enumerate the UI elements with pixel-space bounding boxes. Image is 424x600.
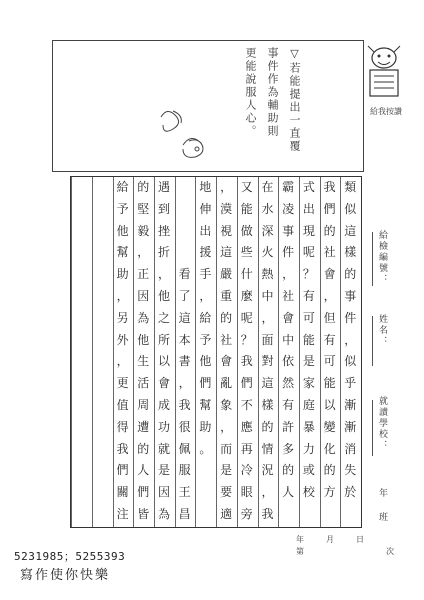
grid-cell — [92, 504, 112, 526]
grid-cell: 樣 — [344, 245, 357, 260]
grid-cell: 亂 — [220, 376, 233, 391]
grid-cell: 這 — [344, 223, 357, 238]
grid-cell: 再 — [240, 441, 253, 456]
grid-cell: ， — [220, 419, 233, 434]
grid-cell: 幫 — [199, 398, 212, 412]
grid-cell: 的 — [282, 463, 295, 478]
grid-cell — [175, 199, 195, 221]
grid-cell — [71, 264, 91, 286]
grid-cell: 旁 — [240, 507, 253, 521]
grid-cell: 看 — [178, 267, 191, 282]
grid-cell: 暴 — [302, 419, 315, 434]
grid-cell: 庭 — [302, 398, 315, 412]
grid-cell — [92, 373, 112, 395]
grid-cell: 們 — [323, 201, 336, 216]
grid-column — [71, 177, 91, 527]
grid-cell: 更 — [116, 376, 129, 391]
grid-cell: 外 — [116, 332, 129, 347]
grid-cell: 樣 — [261, 398, 274, 412]
grid-cell — [71, 330, 91, 352]
grid-cell: 依 — [282, 354, 295, 369]
grid-cell: 漠 — [220, 201, 233, 216]
grid-cell — [71, 504, 91, 526]
grid-cell: 重 — [220, 289, 233, 303]
grid-cell: 社 — [282, 289, 295, 303]
grid-cell: 。 — [199, 441, 212, 456]
grid-cell: 能 — [323, 376, 336, 391]
grid-cell: 的 — [137, 441, 150, 456]
grid-cell: 助 — [199, 419, 212, 434]
grid-cell: 化 — [323, 441, 336, 456]
grid-cell: ， — [323, 289, 336, 303]
grid-cell: 嚴 — [220, 267, 233, 282]
grid-cell — [92, 351, 112, 373]
grid-cell: 會 — [157, 376, 170, 391]
grid-cell: 會 — [282, 310, 295, 325]
grid-cell: 予 — [199, 332, 212, 347]
grid-cell — [92, 395, 112, 417]
grid-cell — [92, 221, 112, 243]
grid-cell — [71, 482, 91, 504]
grid-cell: 冷 — [240, 463, 253, 478]
grid-cell: 手 — [199, 267, 212, 282]
grid-cell: 的 — [323, 463, 336, 478]
grid-cell: 是 — [157, 463, 170, 478]
grid-cell: 會 — [220, 354, 233, 369]
grid-cell: 可 — [323, 354, 336, 369]
grid-cell: 我 — [323, 180, 336, 194]
grid-cell: 熱 — [261, 267, 274, 282]
grid-cell: 呢 — [302, 245, 315, 260]
grid-cell: 折 — [157, 245, 170, 260]
grid-cell: 然 — [282, 376, 295, 391]
grid-cell: 漸 — [344, 419, 357, 434]
grid-cell: 力 — [302, 441, 315, 456]
grid-cell: 火 — [261, 245, 274, 260]
page-suffix: 次 — [386, 547, 394, 556]
grid-cell: 又 — [240, 180, 253, 194]
grid-cell: 的 — [323, 223, 336, 238]
name-label: 姓名： — [377, 314, 387, 347]
grid-cell: 件 — [344, 310, 357, 325]
grid-cell: 件 — [282, 245, 295, 260]
grid-column — [299, 177, 319, 527]
grid-cell: 成 — [157, 398, 170, 412]
grade-number-label: 給檢編號： — [377, 230, 387, 285]
grid-cell: 消 — [344, 441, 357, 456]
grid-cell: 於 — [344, 485, 357, 500]
grid-cell — [71, 199, 91, 221]
grid-cell: 乎 — [344, 376, 357, 391]
grid-cell: 他 — [116, 223, 129, 238]
grid-cell: 會 — [323, 267, 336, 282]
grid-cell — [71, 242, 91, 264]
grid-cell — [71, 417, 91, 439]
grid-cell: 況 — [261, 463, 274, 478]
grid-cell: 能 — [302, 332, 315, 347]
grid-cell: ， — [116, 289, 129, 303]
school-label: 就讀學校： — [377, 396, 387, 451]
grid-cell: 到 — [157, 201, 170, 216]
grid-cell: 地 — [199, 180, 212, 194]
grid-cell: 生 — [137, 354, 150, 369]
grid-cell — [299, 504, 319, 526]
grid-cell: ？ — [302, 267, 315, 282]
stamp-label: 給我按讚 — [370, 107, 402, 116]
grid-column — [154, 177, 174, 527]
grid-cell: ， — [344, 332, 357, 347]
grid-cell: 援 — [199, 245, 212, 260]
grid-cell: 應 — [240, 419, 253, 434]
grid-cell: 以 — [157, 354, 170, 369]
grid-cell: 方 — [323, 485, 336, 500]
grid-cell: 為 — [137, 310, 150, 325]
grid-cell — [71, 308, 91, 330]
date-year: 年 — [296, 535, 304, 544]
grid-cell: 呢 — [240, 310, 253, 325]
grid-cell — [71, 351, 91, 373]
grid-cell: 很 — [178, 419, 191, 434]
grid-cell: 眼 — [240, 485, 253, 500]
date-month: 月 — [326, 535, 334, 544]
grid-cell: 值 — [116, 398, 129, 412]
grid-cell: 這 — [261, 376, 274, 391]
grid-cell — [71, 439, 91, 461]
grid-cell: 我 — [261, 507, 274, 521]
grid-cell: 麼 — [240, 289, 253, 303]
comment-line-2: 事件作為輔助則 — [266, 47, 279, 138]
grid-cell: 遇 — [157, 180, 170, 194]
name-line — [372, 316, 373, 366]
grid-cell: 給 — [199, 310, 212, 325]
grid-cell — [92, 286, 112, 308]
grid-cell: 們 — [240, 376, 253, 391]
grid-cell — [71, 286, 91, 308]
grid-cell: 漸 — [344, 398, 357, 412]
teacher-comment-box — [52, 40, 364, 172]
date-day: 日 — [356, 535, 364, 544]
grid-cell: 為 — [157, 507, 170, 521]
grid-cell: ， — [116, 354, 129, 369]
grid-cell — [175, 242, 195, 264]
grid-cell: 似 — [344, 201, 357, 216]
grid-cell — [92, 264, 112, 286]
grid-cell: 我 — [116, 441, 129, 456]
grid-cell: 另 — [116, 310, 129, 325]
grid-cell: 水 — [261, 201, 274, 216]
date-row — [290, 532, 410, 560]
grid-cell: 或 — [302, 463, 315, 478]
grid-cell: 能 — [240, 201, 253, 216]
grid-cell — [92, 482, 112, 504]
grid-cell: 以 — [323, 398, 336, 412]
grading-stamp — [364, 40, 404, 116]
grid-cell: 就 — [157, 441, 170, 456]
grid-cell: 我 — [240, 354, 253, 369]
grid-cell: 象 — [220, 398, 233, 412]
grid-cell: 們 — [199, 376, 212, 391]
grid-cell: 面 — [261, 332, 274, 347]
grid-cell: 毅 — [137, 223, 150, 238]
grid-cell — [278, 504, 298, 526]
grid-cell: 變 — [323, 419, 336, 434]
grid-cell: 類 — [344, 180, 357, 194]
grid-column — [278, 177, 298, 527]
grid-cell — [340, 504, 360, 526]
grid-cell: 的 — [137, 180, 150, 194]
grid-cell: 我 — [178, 398, 191, 412]
grid-cell: ， — [220, 180, 233, 194]
grid-cell: 他 — [199, 354, 212, 369]
grid-cell: ， — [137, 245, 150, 260]
grid-cell: 人 — [282, 485, 295, 500]
grid-cell — [175, 221, 195, 243]
grid-cell: 可 — [302, 310, 315, 325]
grid-cell: 堅 — [137, 201, 150, 216]
grid-column — [216, 177, 236, 527]
grid-cell: 伸 — [199, 201, 212, 216]
grid-cell: 失 — [344, 463, 357, 478]
grid-cell: 社 — [323, 245, 336, 260]
grid-cell: 凌 — [282, 201, 295, 216]
grid-column — [340, 177, 360, 527]
grid-cell: 助 — [116, 267, 129, 282]
class-label: 班 — [377, 512, 387, 523]
grid-column — [258, 177, 278, 527]
grid-cell: 的 — [220, 310, 233, 325]
grid-cell — [320, 504, 340, 526]
grid-cell — [92, 177, 112, 199]
grid-cell: 們 — [137, 485, 150, 500]
grid-cell — [92, 330, 112, 352]
grid-column — [175, 177, 195, 527]
grid-cell: 書 — [178, 354, 191, 369]
grid-cell: 現 — [302, 223, 315, 238]
grid-cell — [92, 308, 112, 330]
grid-cell — [71, 373, 91, 395]
grid-column — [133, 177, 153, 527]
grid-cell: ， — [282, 267, 295, 282]
grid-cell: 似 — [344, 354, 357, 369]
grid-cell: 昌 — [178, 507, 191, 521]
footer-slogan: 寫作使你快樂 — [20, 568, 111, 583]
grid-cell: 霸 — [282, 180, 295, 194]
grid-cell: ？ — [240, 332, 253, 347]
grid-cell: 多 — [282, 441, 295, 456]
grid-cell: 有 — [323, 332, 336, 347]
grid-cell — [71, 221, 91, 243]
grid-cell: 這 — [220, 245, 233, 260]
grid-cell: 適 — [220, 507, 233, 521]
grid-cell: ， — [261, 310, 274, 325]
grid-cell: 有 — [282, 398, 295, 412]
grid-cell: 不 — [240, 398, 253, 412]
grid-cell: 做 — [240, 223, 253, 238]
grid-cell: 中 — [261, 289, 274, 303]
grid-cell: 們 — [116, 463, 129, 478]
grid-cell: 所 — [157, 332, 170, 347]
doodle-icon — [153, 97, 213, 169]
grid-cell: 因 — [137, 289, 150, 303]
grid-cell: 中 — [282, 332, 295, 347]
grid-cell — [92, 199, 112, 221]
grid-column — [237, 177, 257, 527]
grid-cell: 功 — [157, 419, 170, 434]
grid-cell: 有 — [302, 289, 315, 303]
grid-cell: ， — [261, 485, 274, 500]
essay-grid — [70, 176, 362, 528]
grid-cell: 而 — [220, 441, 233, 456]
grid-cell: 是 — [302, 354, 315, 369]
grid-cell: 給 — [116, 180, 129, 194]
grid-cell: 正 — [137, 267, 150, 282]
grid-cell: 挫 — [157, 223, 170, 238]
grid-cell: 這 — [178, 310, 191, 325]
grid-cell: 之 — [157, 310, 170, 325]
grid-cell: 因 — [157, 485, 170, 500]
grid-cell: 是 — [220, 463, 233, 478]
grid-column — [113, 177, 133, 527]
grid-cell: 得 — [116, 419, 129, 434]
grid-cell: 事 — [282, 223, 295, 238]
grid-cell — [195, 460, 215, 482]
grid-cell: 本 — [178, 332, 191, 347]
grid-column — [92, 177, 112, 527]
grid-column — [195, 177, 215, 527]
grid-cell: 活 — [137, 376, 150, 391]
grid-cell — [195, 504, 215, 526]
grid-cell — [71, 395, 91, 417]
grid-cell: 事 — [344, 289, 357, 303]
footer-phone-code: 5231985；5255393 — [14, 550, 126, 563]
grid-cell — [92, 439, 112, 461]
comment-line-3: 更能說服人心。 — [244, 47, 257, 138]
grid-cell — [195, 482, 215, 504]
grid-cell — [71, 177, 91, 199]
grid-cell: 社 — [220, 332, 233, 347]
grid-cell: 皆 — [137, 507, 150, 521]
grid-cell: 出 — [199, 223, 212, 238]
grid-cell: ， — [199, 289, 212, 303]
grid-cell — [92, 417, 112, 439]
grid-cell: 佩 — [178, 441, 191, 456]
grid-cell — [92, 242, 112, 264]
grid-cell: 許 — [282, 419, 295, 434]
page-prefix: 第 — [296, 547, 304, 556]
grade-label: 年 — [377, 488, 387, 499]
grid-cell: 對 — [261, 354, 274, 369]
grid-cell: 的 — [344, 267, 357, 282]
grid-cell: 但 — [323, 310, 336, 325]
grid-cell: 服 — [178, 463, 191, 478]
grid-cell: 關 — [116, 485, 129, 500]
grid-cell: 校 — [302, 485, 315, 500]
grid-column — [320, 177, 340, 527]
grid-cell: 王 — [178, 485, 191, 500]
grid-cell: 遭 — [137, 419, 150, 434]
grid-cell: 情 — [261, 441, 274, 456]
grid-cell: 周 — [137, 398, 150, 412]
grid-cell: 式 — [302, 180, 315, 194]
grid-cell: 些 — [240, 245, 253, 260]
grid-cell: 的 — [261, 419, 274, 434]
grid-cell: 予 — [116, 201, 129, 216]
grid-cell — [71, 460, 91, 482]
school-line — [372, 400, 373, 456]
grid-cell: 注 — [116, 507, 129, 521]
grid-cell: ， — [157, 267, 170, 282]
grid-cell: 他 — [137, 332, 150, 347]
grid-cell: 在 — [261, 180, 274, 194]
grid-cell: 要 — [220, 485, 233, 500]
grid-cell: 他 — [157, 289, 170, 303]
character-stamp-icon — [364, 40, 404, 102]
grid-cell — [175, 177, 195, 199]
grid-cell: 視 — [220, 223, 233, 238]
comment-line-1: ▽若能提出一直覆 — [288, 47, 301, 153]
grid-cell: 家 — [302, 376, 315, 391]
grid-cell — [92, 460, 112, 482]
grid-cell: 了 — [178, 289, 191, 303]
grid-cell: 幫 — [116, 245, 129, 260]
grid-cell: 人 — [137, 463, 150, 478]
grid-cell: ， — [178, 376, 191, 391]
grid-cell: 什 — [240, 267, 253, 282]
grade-number-line — [372, 232, 373, 286]
grid-cell: 出 — [302, 201, 315, 216]
grid-cell: 深 — [261, 223, 274, 238]
